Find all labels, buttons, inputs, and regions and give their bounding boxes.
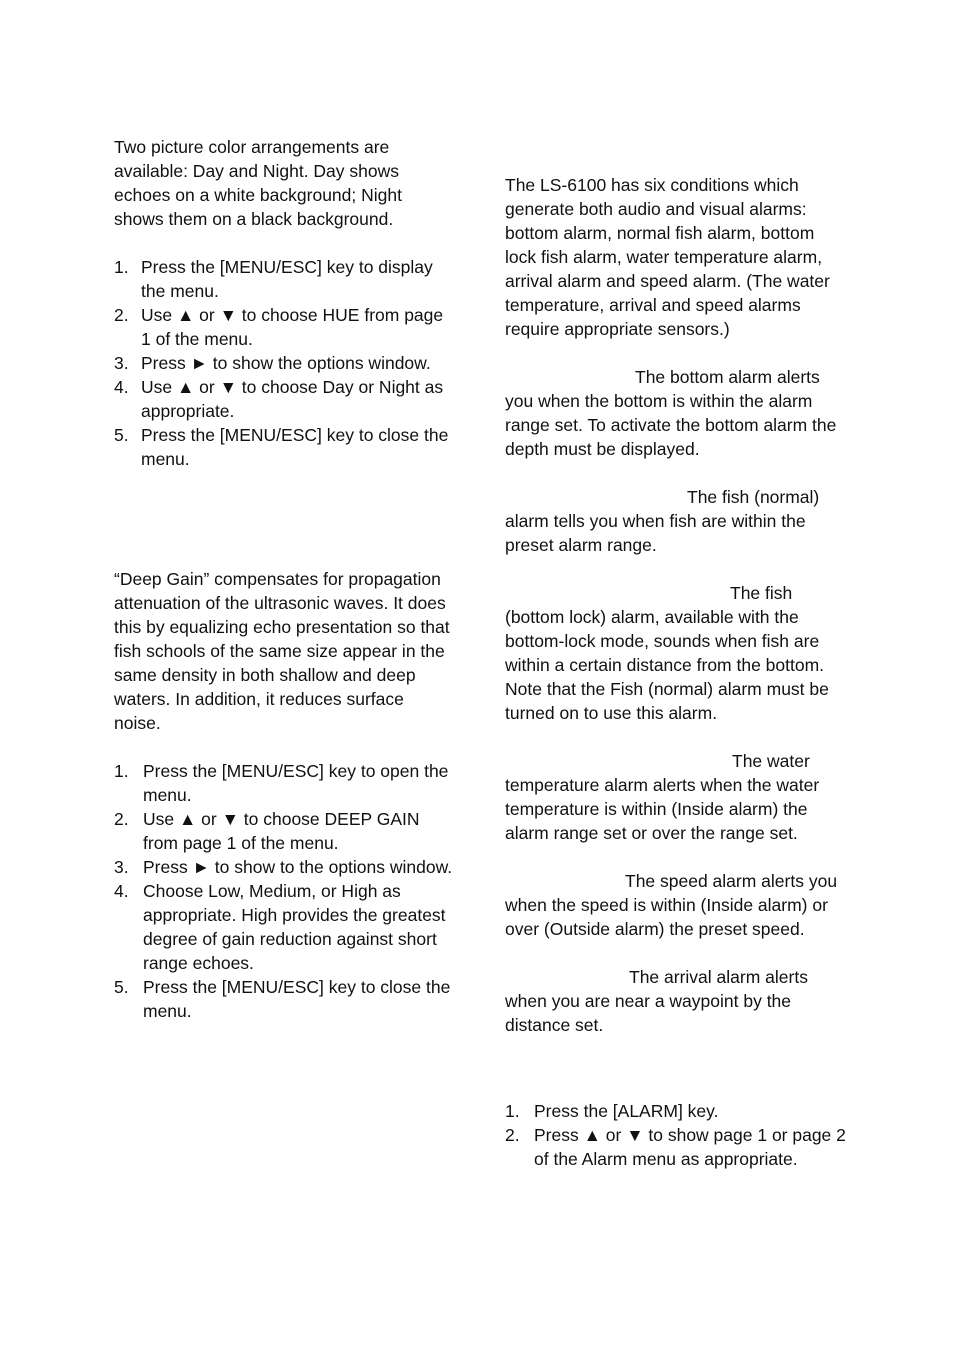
fish-bottom-lock-alarm-text: The fish (bottom lock) alarm, available with the bottom-lock mode, sounds when fish are within a certain distance from the bottom. Note that the Fish (normal) alarm must be turned on to use this alarm. [505, 583, 829, 723]
step-number: 2. [114, 809, 129, 829]
list-item [114, 375, 474, 423]
list-item [114, 351, 474, 375]
step-number: 1. [505, 1101, 520, 1121]
list-item [505, 1123, 875, 1171]
right-column [505, 173, 875, 1171]
step-number: 3. [114, 857, 129, 877]
step-text: Use ▲ or ▼ to choose HUE from page 1 of the menu. [141, 305, 444, 349]
list-item [505, 1099, 875, 1123]
step-number: 1. [114, 761, 129, 781]
fish-normal-alarm-text: The fish (normal) alarm tells you when fish are within the preset alarm range. [505, 487, 820, 555]
list-item [114, 423, 474, 471]
list-item [114, 303, 474, 351]
step-text: Choose Low, Medium, or High as appropriate. High provides the greatest degree of gain reduction against short range echoes. [143, 881, 446, 973]
list-item [114, 975, 474, 1023]
hue-intro: Two picture color arrangements are available: Day and Night. Day shows echoes on a white background; Night shows them on a black background. [114, 137, 402, 229]
water-temp-alarm-text: The water temperature alarm alerts when the water temperature is within (Inside alarm) the alarm range set or over the range set. [505, 751, 820, 843]
alarm-steps-list [505, 1099, 875, 1171]
speed-alarm-text: The speed alarm alerts you when the speed is within (Inside alarm) or over (Outside alarm) the preset speed. [505, 871, 838, 939]
step-text: Use ▲ or ▼ to choose DEEP GAIN from page 1 of the menu. [143, 809, 420, 853]
step-number: 4. [114, 881, 129, 901]
list-item [114, 807, 474, 855]
left-column [114, 135, 474, 1023]
step-text: Press ▲ or ▼ to show page 1 or page 2 of the Alarm menu as appropriate. [534, 1125, 846, 1169]
step-text: Press the [MENU/ESC] key to display the menu. [141, 257, 433, 301]
step-text: Press ► to show the options window. [141, 353, 431, 373]
step-number: 5. [114, 977, 129, 997]
deep-gain-steps-list [114, 759, 474, 1023]
step-number: 2. [114, 305, 129, 325]
step-text: Press the [ALARM] key. [534, 1101, 719, 1121]
alarm-intro: The LS-6100 has six conditions which generate both audio and visual alarms: bottom alarm, normal fish alarm, bottom lock fish alarm, water temperature alarm, arrival alarm and speed alarm. (The water temperature, arrival and speed alarms require appropriate sensors.) [505, 175, 830, 339]
step-number: 4. [114, 377, 129, 397]
step-text: Use ▲ or ▼ to choose Day or Night as appropriate. [141, 377, 444, 421]
hue-steps-list [114, 255, 474, 471]
step-number: 1. [114, 257, 129, 277]
arrival-alarm-text: The arrival alarm alerts when you are near a waypoint by the distance set. [505, 967, 808, 1035]
list-item [114, 255, 474, 303]
step-text: Press the [MENU/ESC] key to open the menu. [143, 761, 449, 805]
deep-gain-intro: “Deep Gain” compensates for propagation attenuation of the ultrasonic waves. It does this by equalizing echo presentation so that fish schools of the same size appear in the same density in both shallow and deep waters. In addition, it reduces surface noise. [114, 569, 450, 733]
step-text: Press ► to show to the options window. [143, 857, 453, 877]
step-number: 3. [114, 353, 129, 373]
step-number: 5. [114, 425, 129, 445]
list-item [114, 879, 474, 975]
step-text: Press the [MENU/ESC] key to close the menu. [141, 425, 449, 469]
list-item [114, 759, 474, 807]
bottom-alarm-text: The bottom alarm alerts you when the bottom is within the alarm range set. To activate the bottom alarm the depth must be displayed. [505, 367, 837, 459]
list-item [114, 855, 474, 879]
step-number: 2. [505, 1125, 520, 1145]
step-text: Press the [MENU/ESC] key to close the menu. [143, 977, 451, 1021]
